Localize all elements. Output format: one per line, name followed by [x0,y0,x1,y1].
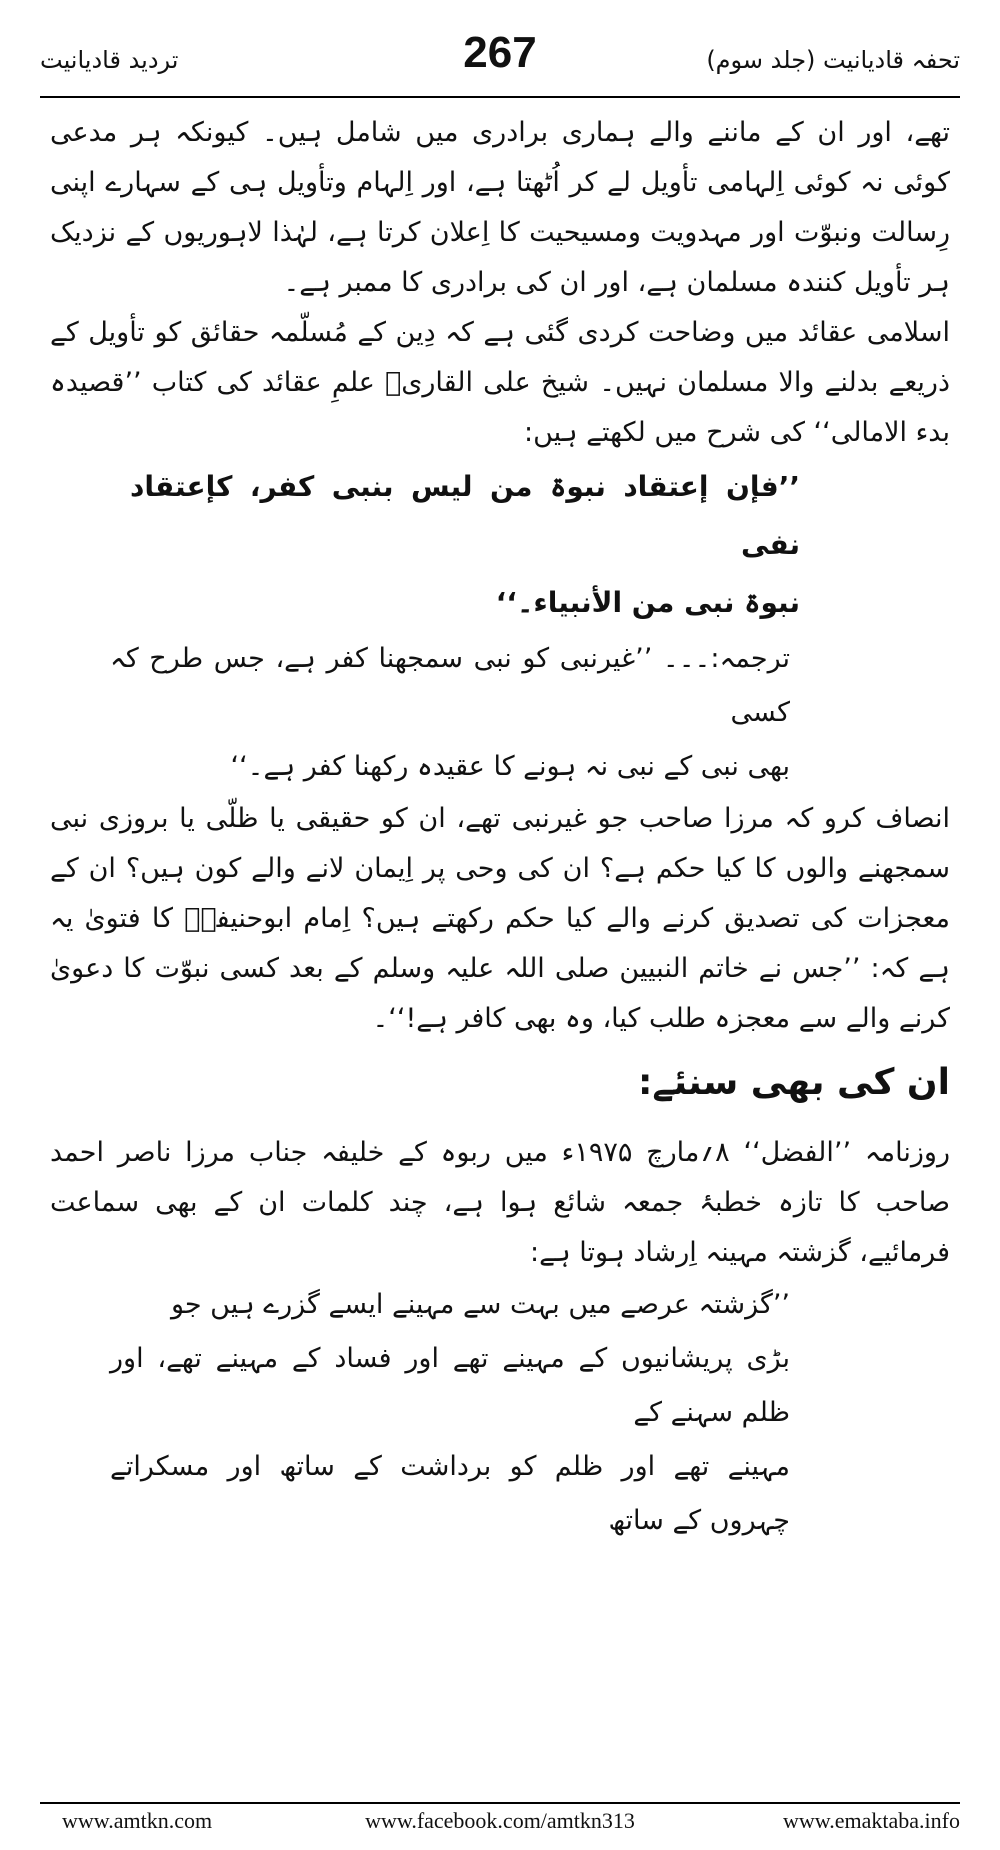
page-header [40,28,960,88]
quote-2-line-3: مہینے تھے اور ظلم کو برداشت کے ساتھ اور مسکراتے چہروں کے ساتھ [110,1451,790,1536]
page-body [50,108,950,1548]
quote-2-line-1: ’’گزشتہ عرصے میں بہت سے مہینے ایسے گزرے ہیں جو [170,1289,790,1320]
translation-line-2: بھی نبی کے نبی نہ ہونے کا عقیدہ رکھنا کفر ہے۔‘‘ [230,751,790,782]
paragraph-1: تھے، اور ان کے ماننے والے ہماری برادری میں شامل ہیں۔ کیونکہ ہر مدعی کوئی نہ کوئی اِلہامی تأویل لے کر اُٹھتا ہے، اور اِلہام وتأویل ہی کے سہارے اپنی رِسالت ونبوّت اور مہدویت ومسیحیت کا اِعلان کرتا ہے، لہٰذا لاہوریوں کے نزدیک ہر تأویل کنندہ مسلمان ہے، اور ان کی برادری کا ممبر ہے۔ [50,117,950,298]
page-number: 267 [463,28,537,77]
paragraph-2: اسلامی عقائد میں وضاحت کردی گئی ہے کہ دِین کے مُسلّمہ حقائق کو تأویل کے ذریعے بدلنے والا مسلمان نہیں۔ شیخ علی القاریؒ علمِ عقائد کی کتاب ’’قصیدہ بدء الامالی‘‘ کی شرح میں لکھتے ہیں: [50,317,950,448]
section-heading: ان کی بھی سنئے: [637,1062,950,1103]
quote-2-line-2: بڑی پریشانیوں کے مہینے تھے اور فساد کے مہینے تھے، اور ظلم سہنے کے [110,1343,790,1428]
translation-line-1: ترجمہ:۔۔۔ ’’غیرنبی کو نبی سمجھنا کفر ہے، جس طرح کہ کسی [110,643,790,728]
arabic-quote-line-2: نبوۃ نبی من الأنبیاء۔‘‘ [495,586,800,619]
footer-link-facebook[interactable]: www.facebook.com/amtkn313 [365,1808,635,1833]
footer-link-emaktaba[interactable]: www.emaktaba.info [783,1808,960,1833]
paragraph-3: انصاف کرو کہ مرزا صاحب جو غیرنبی تھے، ان کو حقیقی یا ظلّی یا بروزی نبی سمجھنے والوں کا کیا حکم ہے؟ ان کی وحی پر اِیمان لانے والے کون ہیں؟ ان کے معجزات کی تصدیق کرنے والے کیا حکم رکھتے ہیں؟ اِمام ابوحنیفہؒ کا فتویٰ یہ ہے کہ: ’’جس نے خاتم النبیین صلی اللہ علیہ وسلم کے بعد کسی نبوّت کا دعویٰ کرنے والے سے معجزہ طلب کیا، وہ بھی کافر ہے!‘‘۔ [50,803,950,1034]
arabic-quote-line-1: ’’فإن إعتقاد نبوۃ من لیس بنبی کفر، کإعتقاد نفی [130,470,800,561]
footer-divider [40,1802,960,1804]
paragraph-4: روزنامہ ’’الفضل‘‘ ۸؍مارچ ۱۹۷۵ء میں ربوہ کے خلیفہ جناب مرزا ناصر احمد صاحب کا تازہ خطبۂ جمعہ شائع ہوا ہے، چند کلمات ان کے بھی سماعت فرمائیے، گزشتہ مہینہ اِرشاد ہوتا ہے: [50,1137,950,1268]
page-footer [40,1808,960,1838]
header-section-title: تردید قادیانیت [40,46,179,74]
footer-link-amtkn[interactable]: www.amtkn.com [62,1808,213,1833]
header-book-title: تحفہ قادیانیت (جلد سوم) [706,46,960,74]
header-divider [40,96,960,98]
